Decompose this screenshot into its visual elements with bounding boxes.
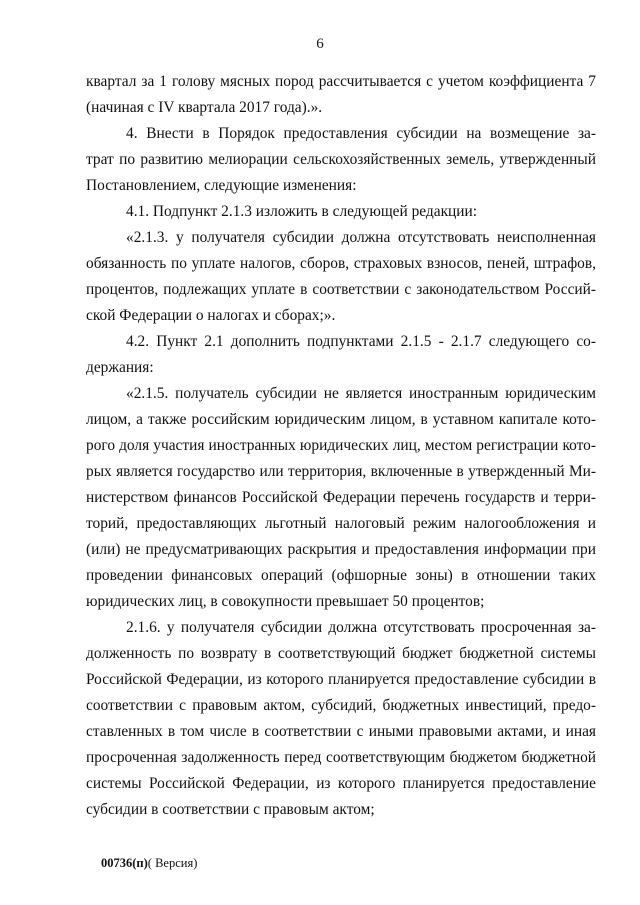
- text-line: юридических лиц, в совокупности превышает 50 процентов;: [86, 593, 485, 610]
- text-line: соответствии с правовым актом, субсидий, бюджетных инвестиций, предо-: [86, 697, 596, 714]
- text-line: долженность по возврату в соответствующий бюджет бюджетной системы: [86, 645, 596, 662]
- text-line: «2.1.3. у получателя субсидии должна отсутствовать неисполненная: [126, 229, 596, 246]
- document-code: 00736(п): [101, 856, 148, 870]
- text-line: рых является государство или территория, включенные в утвержденный Ми-: [86, 463, 596, 480]
- text-line: обязанность по уплате налогов, сборов, страховых взносов, пеней, штрафов,: [86, 255, 596, 272]
- text-line: ской Федерации о налогах и сборах;».: [86, 307, 336, 324]
- document-version: ( Версия): [147, 856, 198, 870]
- text-line: 4.2. Пункт 2.1 дополнить подпунктами 2.1.5 - 2.1.7 следующего со-: [126, 333, 596, 350]
- text-line: квартал за 1 голову мясных пород рассчитывается с учетом коэффициента 7: [86, 73, 596, 90]
- text-line: субсидии в соответствии с правовым актом;: [86, 801, 375, 818]
- text-line: Постановлением, следующие изменения:: [86, 177, 357, 194]
- text-line: 2.1.6. у получателя субсидии должна отсутствовать просроченная за-: [126, 619, 596, 636]
- text-line: (или) не предусматривающих раскрытия и предоставления информации при: [86, 541, 596, 558]
- text-line: Российской Федерации, из которого планируется предоставление субсидии в: [86, 671, 596, 688]
- text-line: проведении финансовых операций (офшорные зоны) в отношении таких: [86, 567, 596, 584]
- text-line: рого доля участия иностранных юридических лиц, местом регистрации кото-: [86, 437, 596, 454]
- text-line: торий, предоставляющих льготный налоговый режим налогообложения и: [86, 515, 596, 532]
- text-line: процентов, подлежащих уплате в соответствии с законодательством Россий-: [86, 281, 596, 298]
- text-line: «2.1.5. получатель субсидии не является иностранным юридическим: [126, 385, 596, 402]
- text-line: ставленных в том числе в соответствии с иными правовыми актами, и иная: [86, 723, 596, 740]
- page-number: 6: [316, 36, 324, 52]
- text-line: просроченная задолженность перед соответствующим бюджетом бюджетной: [86, 749, 596, 766]
- text-line: лицом, а также российским юридическим лицом, в уставном капитале кото-: [86, 411, 596, 428]
- text-line: системы Российской Федерации, из которого планируется предоставление: [86, 775, 596, 792]
- text-line: держания:: [86, 359, 154, 376]
- text-line: нистерством финансов Российской Федерации перечень государств и терри-: [86, 489, 596, 506]
- document-footer: [101, 856, 197, 871]
- text-line: 4. Внести в Порядок предоставления субсидии на возмещение за-: [126, 125, 596, 142]
- text-line: (начиная с IV квартала 2017 года).».: [86, 99, 323, 116]
- text-line: 4.1. Подпункт 2.1.3 изложить в следующей редакции:: [126, 203, 478, 220]
- text-line: трат по развитию мелиорации сельскохозяйственных земель, утвержденный: [86, 151, 596, 168]
